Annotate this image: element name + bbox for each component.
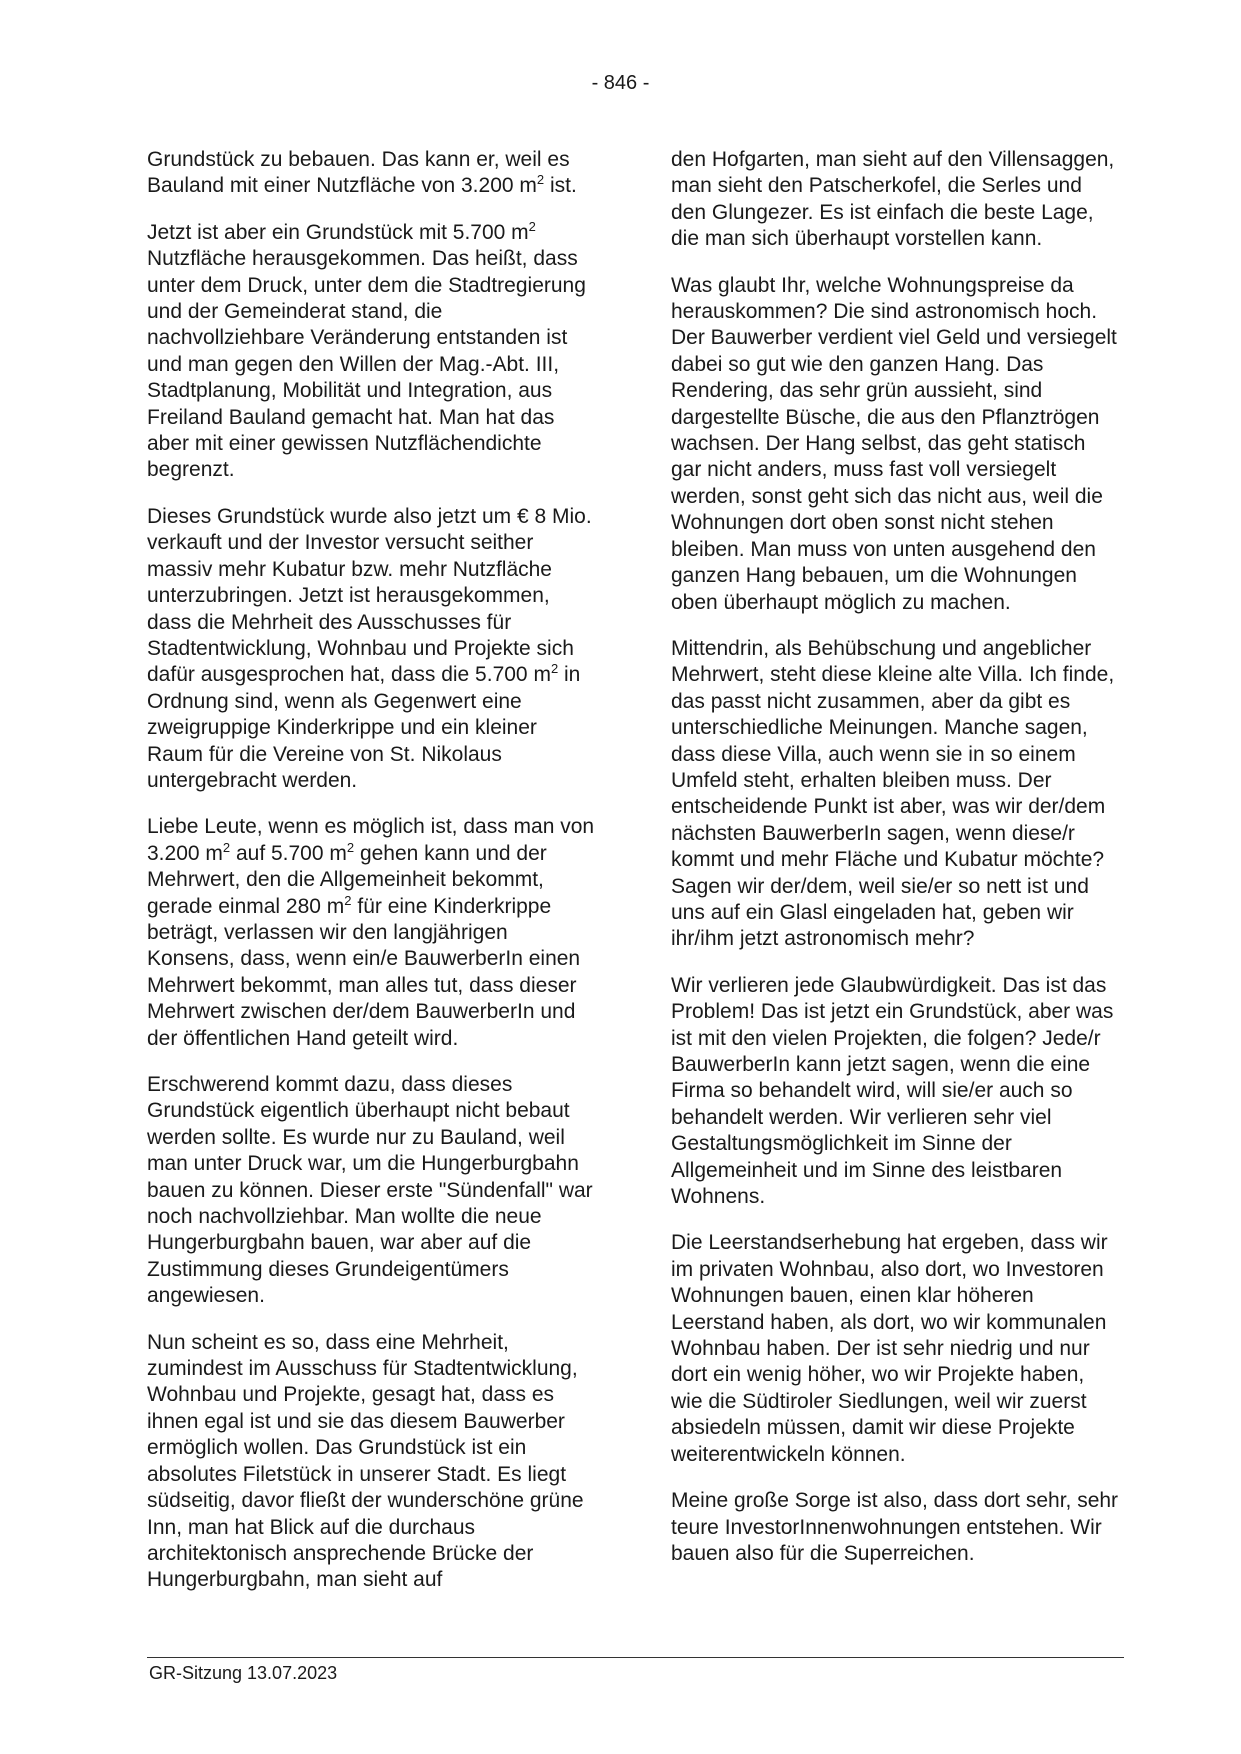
superscript: 2 <box>536 172 545 188</box>
paragraph <box>147 504 595 794</box>
paragraph <box>671 973 1119 1211</box>
paragraph <box>147 1072 595 1310</box>
text-run: Dieses Grundstück wurde also jetzt um € 8 Mio. verkauft und der Investor versucht seither massiv mehr Kubatur bzw. mehr Nutzfläche unterzubringen. Jetzt ist herausgekommen, dass die Mehrheit des Ausschusses für Stadtentwicklung, Wohnbau und Projekte sich dafür ausgesprochen hat, dass die 5.700 m <box>147 504 592 687</box>
paragraph <box>147 1330 595 1594</box>
paragraph <box>147 814 595 1052</box>
superscript: 2 <box>528 218 536 234</box>
paragraph <box>671 636 1119 953</box>
superscript: 2 <box>550 661 559 677</box>
footer-session-date: GR-Sitzung 13.07.2023 <box>149 1663 338 1683</box>
paragraph <box>671 1230 1119 1468</box>
page-number: - 846 - <box>591 72 650 94</box>
text-column-left <box>147 147 595 1614</box>
text-run: Nutzfläche herausgekommen. Das heißt, dass unter dem Druck, unter dem die Stadtregierung und der Gemeinderat stand, die nachvollziehbare Veränderung entstanden ist und man gegen den Willen der Mag.-Abt. III, Stadtplanung, Mobilität und Integration, aus Freiland Bauland gemacht hat. Man hat das aber mit einer gewissen Nutzflächendichte begrenzt. <box>147 247 586 482</box>
superscript: 2 <box>344 892 352 908</box>
paragraph <box>671 1488 1119 1567</box>
text-run: für eine Kinderkrippe beträgt, verlassen wir den langjährigen Konsens, dass, wenn ein/e BauwerberIn einen Mehrwert bekommt, man alles tut, dass dieser Mehrwert zwischen der/dem BauwerberIn und der öffentlichen Hand geteilt wird. <box>147 894 581 1050</box>
text-run: Grundstück zu bebauen. Das kann er, weil es Bauland mit einer Nutzfläche von 3.200 m <box>147 148 570 198</box>
text-run: Mittendrin, als Behübschung und angeblicher Mehrwert, steht diese kleine alte Villa. Ich finde, das passt nicht zusammen, aber da gibt es unterschiedliche Meinungen. Manche sagen, dass diese Villa, auch wenn sie in so einem Umfeld steht, erhalten bleiben muss. Der entscheidende Punkt ist aber, was wir der/dem nächsten BauwerberIn sagen, wenn diese/r kommt und mehr Fläche und Kubatur möchte? Sagen wir der/dem, weil sie/er so nett ist und uns auf ein Glasl eingeladen hat, geben wir ihr/ihm jetzt astronomisch mehr? <box>671 636 1115 951</box>
paragraph <box>671 147 1119 253</box>
text-column-right <box>671 147 1119 1587</box>
text-run: Meine große Sorge ist also, dass dort sehr, sehr teure InvestorInnenwohnungen entstehen. Wir bauen also für die Superreichen. <box>671 1489 1119 1565</box>
text-run: gehen kann und der Mehrwert, den die Allgemeinheit bekommt, gerade einmal 280 m <box>147 841 547 918</box>
footer-divider <box>147 1657 1124 1658</box>
paragraph <box>147 147 595 200</box>
superscript: 2 <box>346 839 355 855</box>
text-run: Liebe Leute, wenn es möglich ist, dass man von 3.200 m <box>147 815 595 865</box>
text-run: Erschwerend kommt dazu, dass dieses Grundstück eigentlich überhaupt nicht bebaut werden sollte. Es wurde nur zu Bauland, weil man unter Druck war, um die Hungerburgbahn bauen zu können. Dieser erste "Sündenfall" war noch nachvollziehbar. Man wollte die neue Hungerburgbahn bauen, war aber auf die Zustimmung dieses Grundeigentümers angewiesen. <box>147 1073 593 1308</box>
text-run: Jetzt ist aber ein Grundstück mit 5.700 m <box>147 220 529 244</box>
superscript: 2 <box>222 839 231 855</box>
paragraph <box>671 273 1119 616</box>
text-run: Was glaubt Ihr, welche Wohnungspreise da herauskommen? Die sind astronomisch hoch. Der Bauwerber verdient viel Geld und versiegelt dabei so gut wie den ganzen Hang. Das Rendering, das sehr grün aussieht, sind dargestellte Büsche, die aus den Pflanztrögen wachsen. Der Hang selbst, das geht statisch gar nicht anders, muss fast voll versiegelt werden, sonst geht sich das nicht aus, weil die Wohnungen dort oben sonst nicht stehen bleiben. Man muss von unten ausgehend den ganzen Hang bebauen, um die Wohnungen oben überhaupt möglich zu machen. <box>671 273 1117 614</box>
text-run: Nun scheint es so, dass eine Mehrheit, zumindest im Ausschuss für Stadtentwicklung, Wohnbau und Projekte, gesagt hat, dass es ihnen egal ist und sie das diesem Bauwerber ermöglich wollen. Das Grundstück ist ein absolutes Filetstück in unserer Stadt. Es liegt südseitig, davor fließt der wunderschöne grüne Inn, man hat Blick auf die durchaus architektonisch ansprechende Brücke der Hungerburgbahn, man sieht auf <box>147 1330 584 1592</box>
text-run: Wir verlieren jede Glaubwürdigkeit. Das ist das Problem! Das ist jetzt ein Grundstück, aber was ist mit den vielen Projekten, die folgen? Jede/r BauwerberIn kann jetzt sagen, wenn die eine Firma so behandelt wird, will sie/er auch so behandelt werden. Wir verlieren sehr viel Gestaltungsmöglichkeit im Sinne der Allgemeinheit und im Sinne des leistbaren Wohnens. <box>671 973 1114 1209</box>
paragraph <box>147 220 595 484</box>
text-run: in Ordnung sind, wenn als Gegenwert eine zweigruppige Kinderkrippe und ein kleiner Raum für die Vereine von St. Nikolaus untergebracht werden. <box>147 663 581 792</box>
text-run: ist. <box>544 174 577 198</box>
text-run: den Hofgarten, man sieht auf den Villensaggen, man sieht den Patscherkofel, die Serles und den Glungezer. Es ist einfach die beste Lage, die man sich überhaupt vorstellen kann. <box>671 148 1115 251</box>
text-run: auf 5.700 m <box>230 841 347 865</box>
text-run: Die Leerstandserhebung hat ergeben, dass wir im privaten Wohnbau, also dort, wo Investoren Wohnungen bauen, einen klar höheren Leerstand haben, als dort, wo wir kommunalen Wohnbau haben. Der ist sehr niedrig und nur dort ein wenig höher, wo wir Projekte haben, wie die Südtiroler Siedlungen, weil wir zuerst absiedeln müssen, damit wir diese Projekte weiterentwickeln können. <box>671 1231 1108 1466</box>
